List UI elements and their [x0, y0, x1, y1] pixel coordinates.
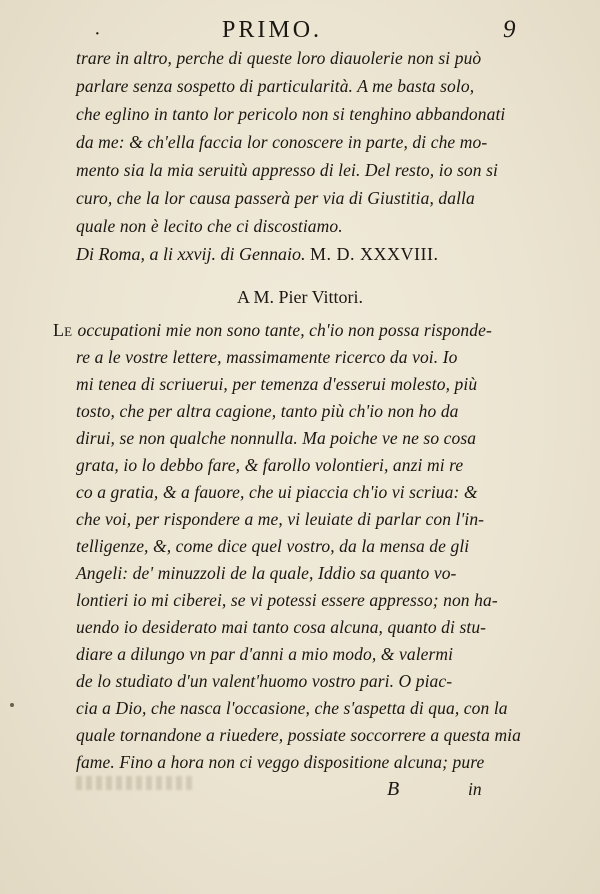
dateline-year: M. D. XXXVIII. — [309, 244, 439, 264]
text-line: fame. Fino a hora non ci veggo dispositione alcuna; pure — [76, 752, 485, 772]
text-line: tosto, che per altra cagione, tanto più ch'io non ho da — [76, 401, 459, 421]
drop-capital: L — [53, 320, 65, 340]
dateline-place-date: Di Roma, a li xxvij. di Gennaio. — [76, 244, 306, 264]
catchword: in — [468, 779, 482, 799]
text-line: de lo studiato d'un valent'huomo vostro pari. O piac- — [76, 671, 453, 691]
text-line: uendo io desiderato mai tanto cosa alcuna, quanto di stu- — [76, 617, 487, 637]
text-line: cia a Dio, che nasca l'occasione, che s'aspetta di qua, con la — [76, 698, 508, 718]
running-header — [0, 12, 600, 48]
text-line: parlare senza sospetto di particularità. A me basta solo, — [76, 76, 475, 96]
header-title: PRIMO. — [222, 17, 323, 43]
text-line: che eglino in tanto lor pericolo non si tenghino abbandonati — [76, 104, 506, 124]
text-line: re a le vostre lettere, massimamente ricerco da voi. Io — [76, 347, 458, 367]
text-line: che voi, per rispondere a me, vi leuiate di parlar con l'in- — [76, 509, 485, 529]
drop-capital-rest: E — [64, 324, 74, 339]
text-line: mento sia la mia seruitù appresso di lei. Del resto, io son si — [76, 160, 498, 180]
margin-mark — [10, 703, 14, 707]
page-number: 9 — [503, 16, 516, 43]
text-line: curo, che la lor causa passerà per via di Giustitia, dalla — [76, 188, 475, 208]
gathering-signature: B — [387, 778, 400, 800]
text-line: quale tornandone a riuedere, possiate soccorrere a questa mia — [76, 725, 521, 745]
letter-dateline — [76, 240, 526, 268]
text-line: dirui, se non qualche nonnulla. Ma poiche ve ne so cosa — [76, 428, 477, 448]
letter-heading: A M. Pier Vittori. — [236, 287, 364, 307]
text-line: quale non è lecito che ci discostiamo. — [76, 216, 343, 236]
text-line: mi tenea di scriuerui, per temenza d'esserui molesto, più — [76, 374, 478, 394]
text-line: telligenze, &, come dice quel vostro, da la mensa de gli — [76, 536, 470, 556]
text-line: lontieri io mi ciberei, se vi potessi essere appresso; non ha- — [76, 590, 498, 610]
first-line-text: occupationi mie non sono tante, ch'io non possa risponde- — [77, 320, 492, 340]
text-line: Angeli: de' minuzzoli de la quale, Iddio sa quanto vo- — [76, 563, 457, 583]
text-line: grata, io lo debbo fare, & farollo volontieri, anzi mi re — [76, 455, 464, 475]
text-line-first — [53, 316, 526, 346]
text-line: trare in altro, perche di queste loro diauolerie non si può — [76, 48, 482, 68]
text-line: da me: & ch'ella faccia lor conoscere in parte, di che mo- — [76, 132, 488, 152]
header-dot: · — [94, 23, 101, 45]
show-through-ink — [76, 776, 196, 790]
text-line: co a gratia, & a fauore, che ui piaccia ch'io vi scriua: & — [76, 482, 478, 502]
text-line: diare a dilungo vn par d'anni a mio modo, & valermi — [76, 644, 454, 664]
